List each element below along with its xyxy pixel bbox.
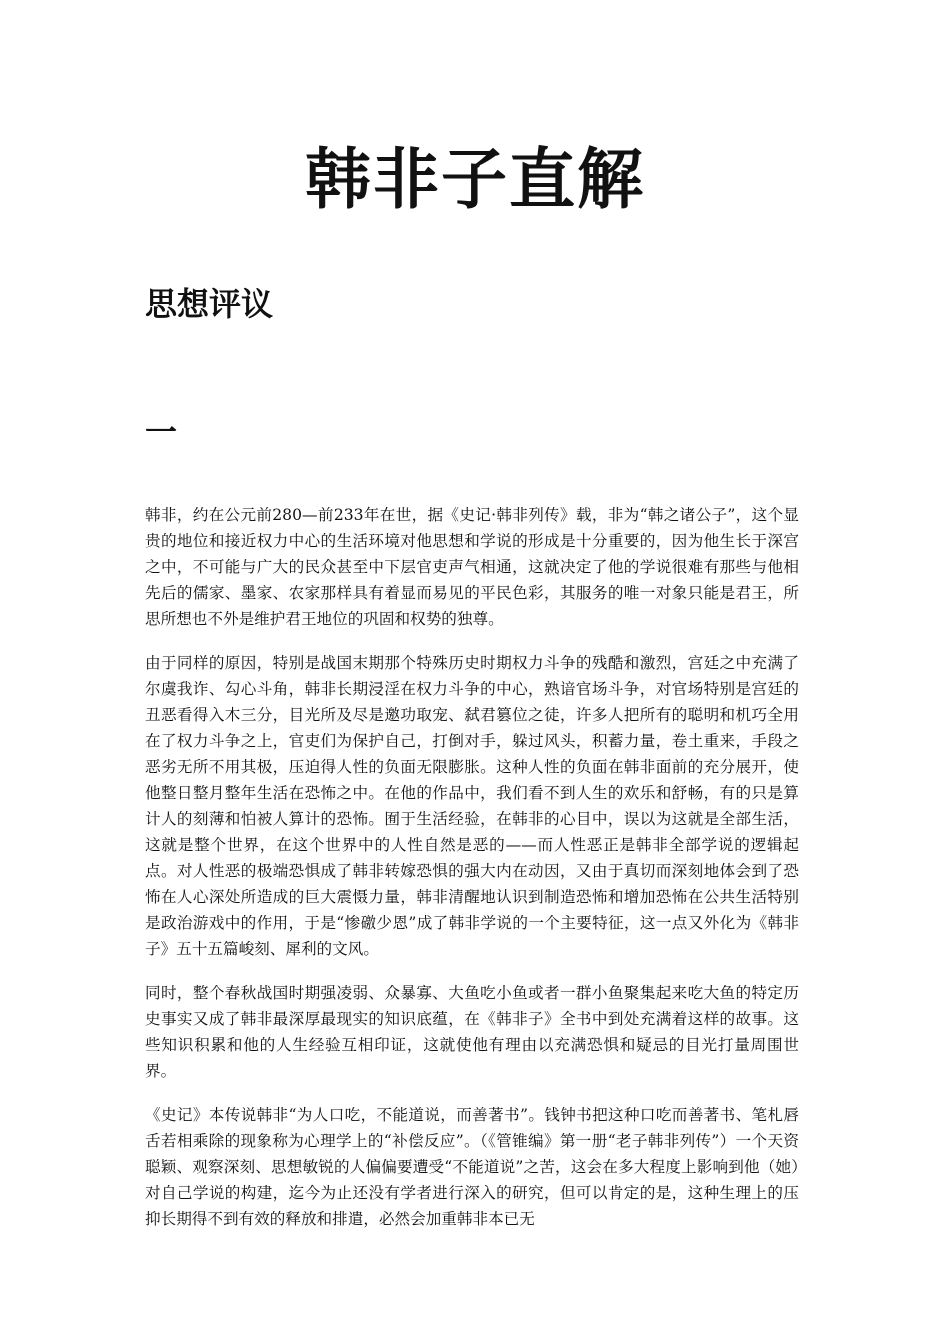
paragraph-1: 韩非，约在公元前280—前233年在世，据《史记·韩非列传》载，非为“韩之诸公子”，这个显贵的地位和接近权力中心的生活环境对他思想和学说的形成是十分重要的，因为他生长于深宫之中，不可能与广大的民众甚至中下层官吏声气相通，这就决定了他的学说很难有那些与他相先后的儒家、墨家、农家那样具有着显而易见的平民色彩，其服务的唯一对象只能是君王，所思所想也不外是维护君王地位的巩固和权势的独尊。 [145, 506, 799, 628]
paragraph-3: 同时，整个春秋战国时期强凌弱、众暴寡、大鱼吃小鱼或者一群小鱼聚集起来吃大鱼的特定历史事实又成了韩非最深厚最现实的知识底蕴，在《韩非子》全书中到处充满着这样的故事。这些知识积累和他的人生经验互相印证，这就使他有理由以充满恐惧和疑忌的目光打量周围世界。 [145, 984, 799, 1080]
book-title: 韩非子直解 [305, 141, 645, 218]
paragraph-4: 《史记》本传说韩非“为人口吃，不能道说，而善著书”。钱钟书把这种口吃而善著书、笔札唇舌若相乘除的现象称为心理学上的“补偿反应”。（《管锥编》第一册“老子韩非列传”）一个天资聪颖、观察深刻、思想敏锐的人偏偏要遭受“不能道说”之苦，这会在多大程度上影响到他（她）对自己学说的构建，迄今为止还没有学者进行深入的研究，但可以肯定的是，这种生理上的压抑长期得不到有效的释放和排遣，必然会加重韩非本已无 [145, 1106, 799, 1228]
paragraph-2: 由于同样的原因，特别是战国末期那个特殊历史时期权力斗争的残酷和激烈，宫廷之中充满了尔虞我诈、勾心斗角，韩非长期浸淫在权力斗争的中心，熟谙官场斗争，对官场特别是宫廷的丑恶看得入木三分，目光所及尽是邀功取宠、弑君篡位之徒，许多人把所有的聪明和机巧全用在了权力斗争之上，官吏们为保护自己，打倒对手，躲过风头，积蓄力量，卷土重来，手段之恶劣无所不用其极，压迫得人性的负面无限膨胀。这种人性的负面在韩非面前的充分展开，使他整日整月整年生活在恐怖之中。在他的作品中，我们看不到人生的欢乐和舒畅，有的只是算计人的刻薄和怕被人算计的恐怖。囿于生活经验，在韩非的心目中，误以为这就是全部生活，这就是整个世界，在这个世界中的人性自然是恶的——而人性恶正是韩非全部学说的逻辑起点。对人性恶的极端恐惧成了韩非转嫁恐惧的强大内在动因，又由于真切而深刻地体会到了恐怖在人心深处所造成的巨大震慑力量，韩非清醒地认识到制造恐怖和增加恐怖在公共生活特别是政治游戏中的作用，于是“惨礉少恩”成了韩非学说的一个主要特征，这一点又外化为《韩非子》五十五篇峻刻、犀利的文风。 [145, 654, 799, 958]
section-title: 思想评议 [145, 285, 274, 323]
body-text [145, 502, 799, 1250]
chapter-number: 一 [145, 413, 178, 451]
